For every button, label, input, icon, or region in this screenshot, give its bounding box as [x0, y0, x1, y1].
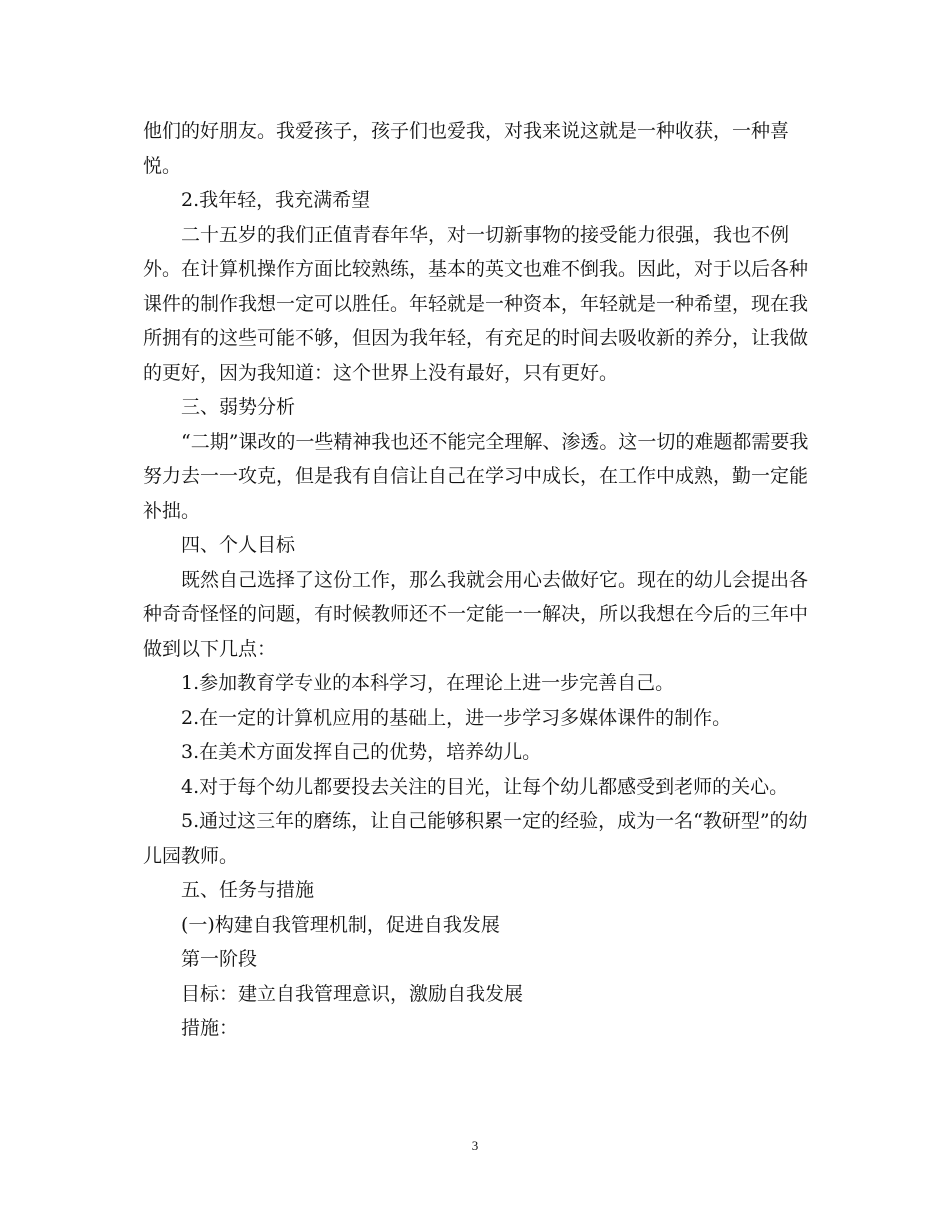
text-line: 的更好，因为我知道：这个世界上没有最好，只有更好。: [143, 361, 619, 384]
text-line: 3.在美术方面发挥自己的优势，培养幼儿。: [181, 741, 542, 763]
text-line: 课件的制作我想一定可以胜任。年轻就是一种资本，年轻就是一种希望，现在我: [143, 292, 809, 315]
text-line: 第一阶段: [181, 948, 258, 970]
page-number: 3: [471, 1138, 479, 1153]
text-line: 补拙。: [143, 499, 201, 522]
text-line: 2.我年轻，我充满希望: [181, 189, 371, 211]
text-line: 五、任务与措施: [181, 879, 315, 901]
text-line: 四、个人目标: [181, 534, 296, 556]
text-line: (一)构建自我管理机制，促进自我发展: [181, 913, 500, 936]
text-line: 外。在计算机操作方面比较熟练，基本的英文也难不倒我。因此，对于以后各种: [143, 258, 809, 280]
text-line: 既然自己选择了这份工作，那么我就会用心去做好它。现在的幼儿会提出各: [181, 568, 809, 591]
text-line: 2.在一定的计算机应用的基础上，进一步学习多媒体课件的制作。: [181, 706, 732, 729]
text-line: “二期”课改的一些精神我也还不能完全理解、渗透。这一切的难题都需要我: [181, 430, 809, 453]
text-line: 措施：: [181, 1017, 239, 1039]
text-line: 儿园教师。: [143, 844, 239, 867]
text-line: 1.参加教育学专业的本科学习，在理论上进一步完善自己。: [181, 672, 675, 694]
text-line: 种奇奇怪怪的问题，有时候教师还不一定能一一解决，所以我想在今后的三年中: [143, 603, 809, 625]
text-line: 他们的好朋友。我爱孩子，孩子们也爱我，对我来说这就是一种收获，一种喜: [143, 120, 790, 142]
text-line: 所拥有的这些可能不够，但因为我年轻，有充足的时间去吸收新的养分，让我做: [143, 327, 809, 349]
text-line: 目标：建立自我管理意识，激励自我发展: [181, 982, 524, 1005]
text-line: 三、弱势分析: [181, 396, 296, 418]
text-line: 二十五岁的我们正值青春年华，对一切新事物的接受能力很强，我也不例: [181, 223, 790, 246]
text-line: 4.对于每个幼儿都要投去关注的目光，让每个幼儿都感受到老师的关心。: [181, 775, 789, 798]
text-line: 5.通过这三年的磨练，让自己能够积累一定的经验，成为一名“教研型”的幼: [181, 810, 808, 832]
text-line: 努力去一一攻克，但是我有自信让自己在学习中成长，在工作中成熟，勤一定能: [143, 465, 809, 487]
text-line: 悦。: [143, 154, 182, 177]
document-body: [143, 114, 809, 1046]
text-line: 做到以下几点：: [143, 637, 277, 660]
